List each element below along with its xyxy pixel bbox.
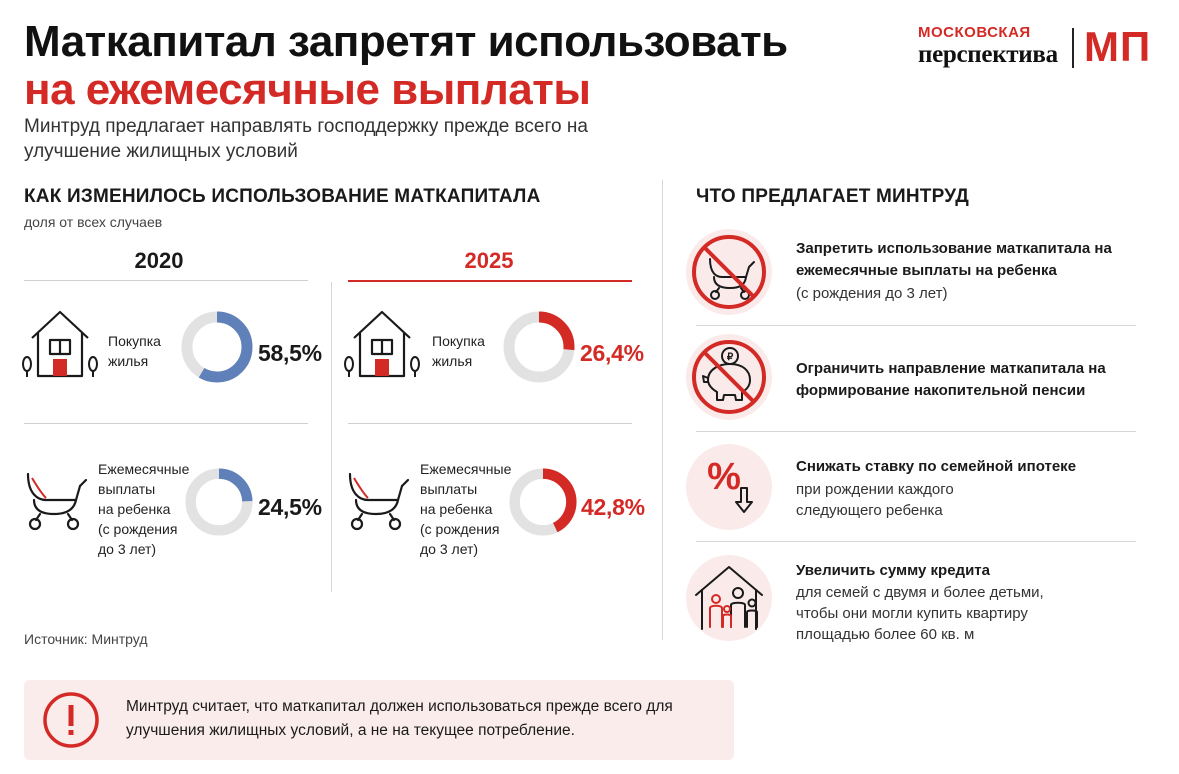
- logo-divider: [1072, 28, 1074, 68]
- logo: [918, 24, 1158, 72]
- year-2025-label: 2025: [464, 248, 514, 273]
- proposal-divider: [696, 325, 1136, 326]
- no-stroller-icon: [686, 229, 772, 315]
- right-section-title: ЧТО ПРЕДЛАГАЕТ МИНТРУД: [696, 186, 970, 207]
- category-label-housing-2020: Покупка жилья: [108, 333, 161, 369]
- year-2020-label: 2020: [134, 248, 184, 273]
- page-title-line1: Маткапитал запретят использовать: [24, 17, 788, 66]
- stroller-icon: [346, 466, 412, 532]
- data-label-housing-2025: 26,4%: [580, 340, 644, 366]
- proposal-3-title: Снижать ставку по семейной ипотеке: [796, 458, 1077, 475]
- donut-payments-2025: [509, 468, 577, 536]
- proposal-1-desc: (с рождения до 3 лет): [796, 285, 948, 302]
- donut-housing-2020: [181, 311, 253, 383]
- svg-text:₽: ₽: [726, 352, 734, 363]
- proposal-4-title: Увеличить сумму кредита: [796, 562, 990, 579]
- logo-bottom-text: перспектива: [918, 41, 1058, 68]
- left-section-subtitle: доля от всех случаев: [24, 214, 163, 230]
- data-label-payments-2025: 42,8%: [581, 494, 645, 520]
- row-divider-2020: [24, 423, 308, 424]
- proposal-3-desc: при рождении каждого следующего ребенка: [796, 481, 954, 519]
- house-icon: [22, 304, 98, 380]
- house-icon: [344, 304, 420, 380]
- data-label-housing-2020: 58,5%: [258, 340, 322, 366]
- category-label-payments-2025: Ежемесячные выплаты на ребенка (с рождения до 3 лет): [420, 461, 512, 557]
- family-house-icon: [686, 555, 772, 641]
- no-piggy-bank-icon: [686, 334, 772, 420]
- column-divider: [331, 282, 332, 592]
- row-divider-2025: [348, 423, 632, 424]
- proposal-divider: [696, 541, 1136, 542]
- source-note: Источник: Минтруд: [24, 631, 148, 647]
- logo-top-text: МОСКОВСКАЯ: [918, 24, 1031, 41]
- proposal-1-title: Запретить использование маткапитала на ежемесячные выплаты на ребенка: [796, 240, 1112, 279]
- svg-text:%: %: [707, 456, 741, 498]
- category-label-payments-2020: Ежемесячные выплаты на ребенка (с рождения до 3 лет): [98, 461, 190, 557]
- page-subtitle: Минтруд предлагает направлять господдержку прежде всего на улучшение жилищных условий: [24, 116, 588, 162]
- note-text: Минтруд считает, что маткапитал должен использоваться прежде всего для улучшения жилищных условий, а не на текущее потребление.: [126, 698, 673, 739]
- data-label-payments-2020: 24,5%: [258, 494, 322, 520]
- year-2025-underline: [348, 280, 632, 282]
- stroller-icon: [24, 466, 90, 532]
- donut-housing-2025: [503, 311, 575, 383]
- proposal-divider: [696, 431, 1136, 432]
- left-section-title: КАК ИЗМЕНИЛОСЬ ИСПОЛЬЗОВАНИЕ МАТКАПИТАЛА: [24, 186, 541, 207]
- proposal-2-title: Ограничить направление маткапитала на формирование накопительной пенсии: [796, 360, 1106, 399]
- exclamation-icon: [42, 691, 100, 749]
- section-divider: [662, 180, 663, 640]
- proposal-4-desc: для семей с двумя и более детьми, чтобы они могли купить квартиру площадью более 60 кв. м: [796, 584, 1044, 643]
- page-title-line2: на ежемесячные выплаты: [24, 65, 591, 114]
- percent-down-icon: [686, 444, 772, 530]
- donut-payments-2020: [185, 468, 253, 536]
- category-label-housing-2025: Покупка жилья: [432, 333, 485, 369]
- logo-mark: МП: [1084, 23, 1152, 70]
- year-2020-underline: [24, 280, 308, 281]
